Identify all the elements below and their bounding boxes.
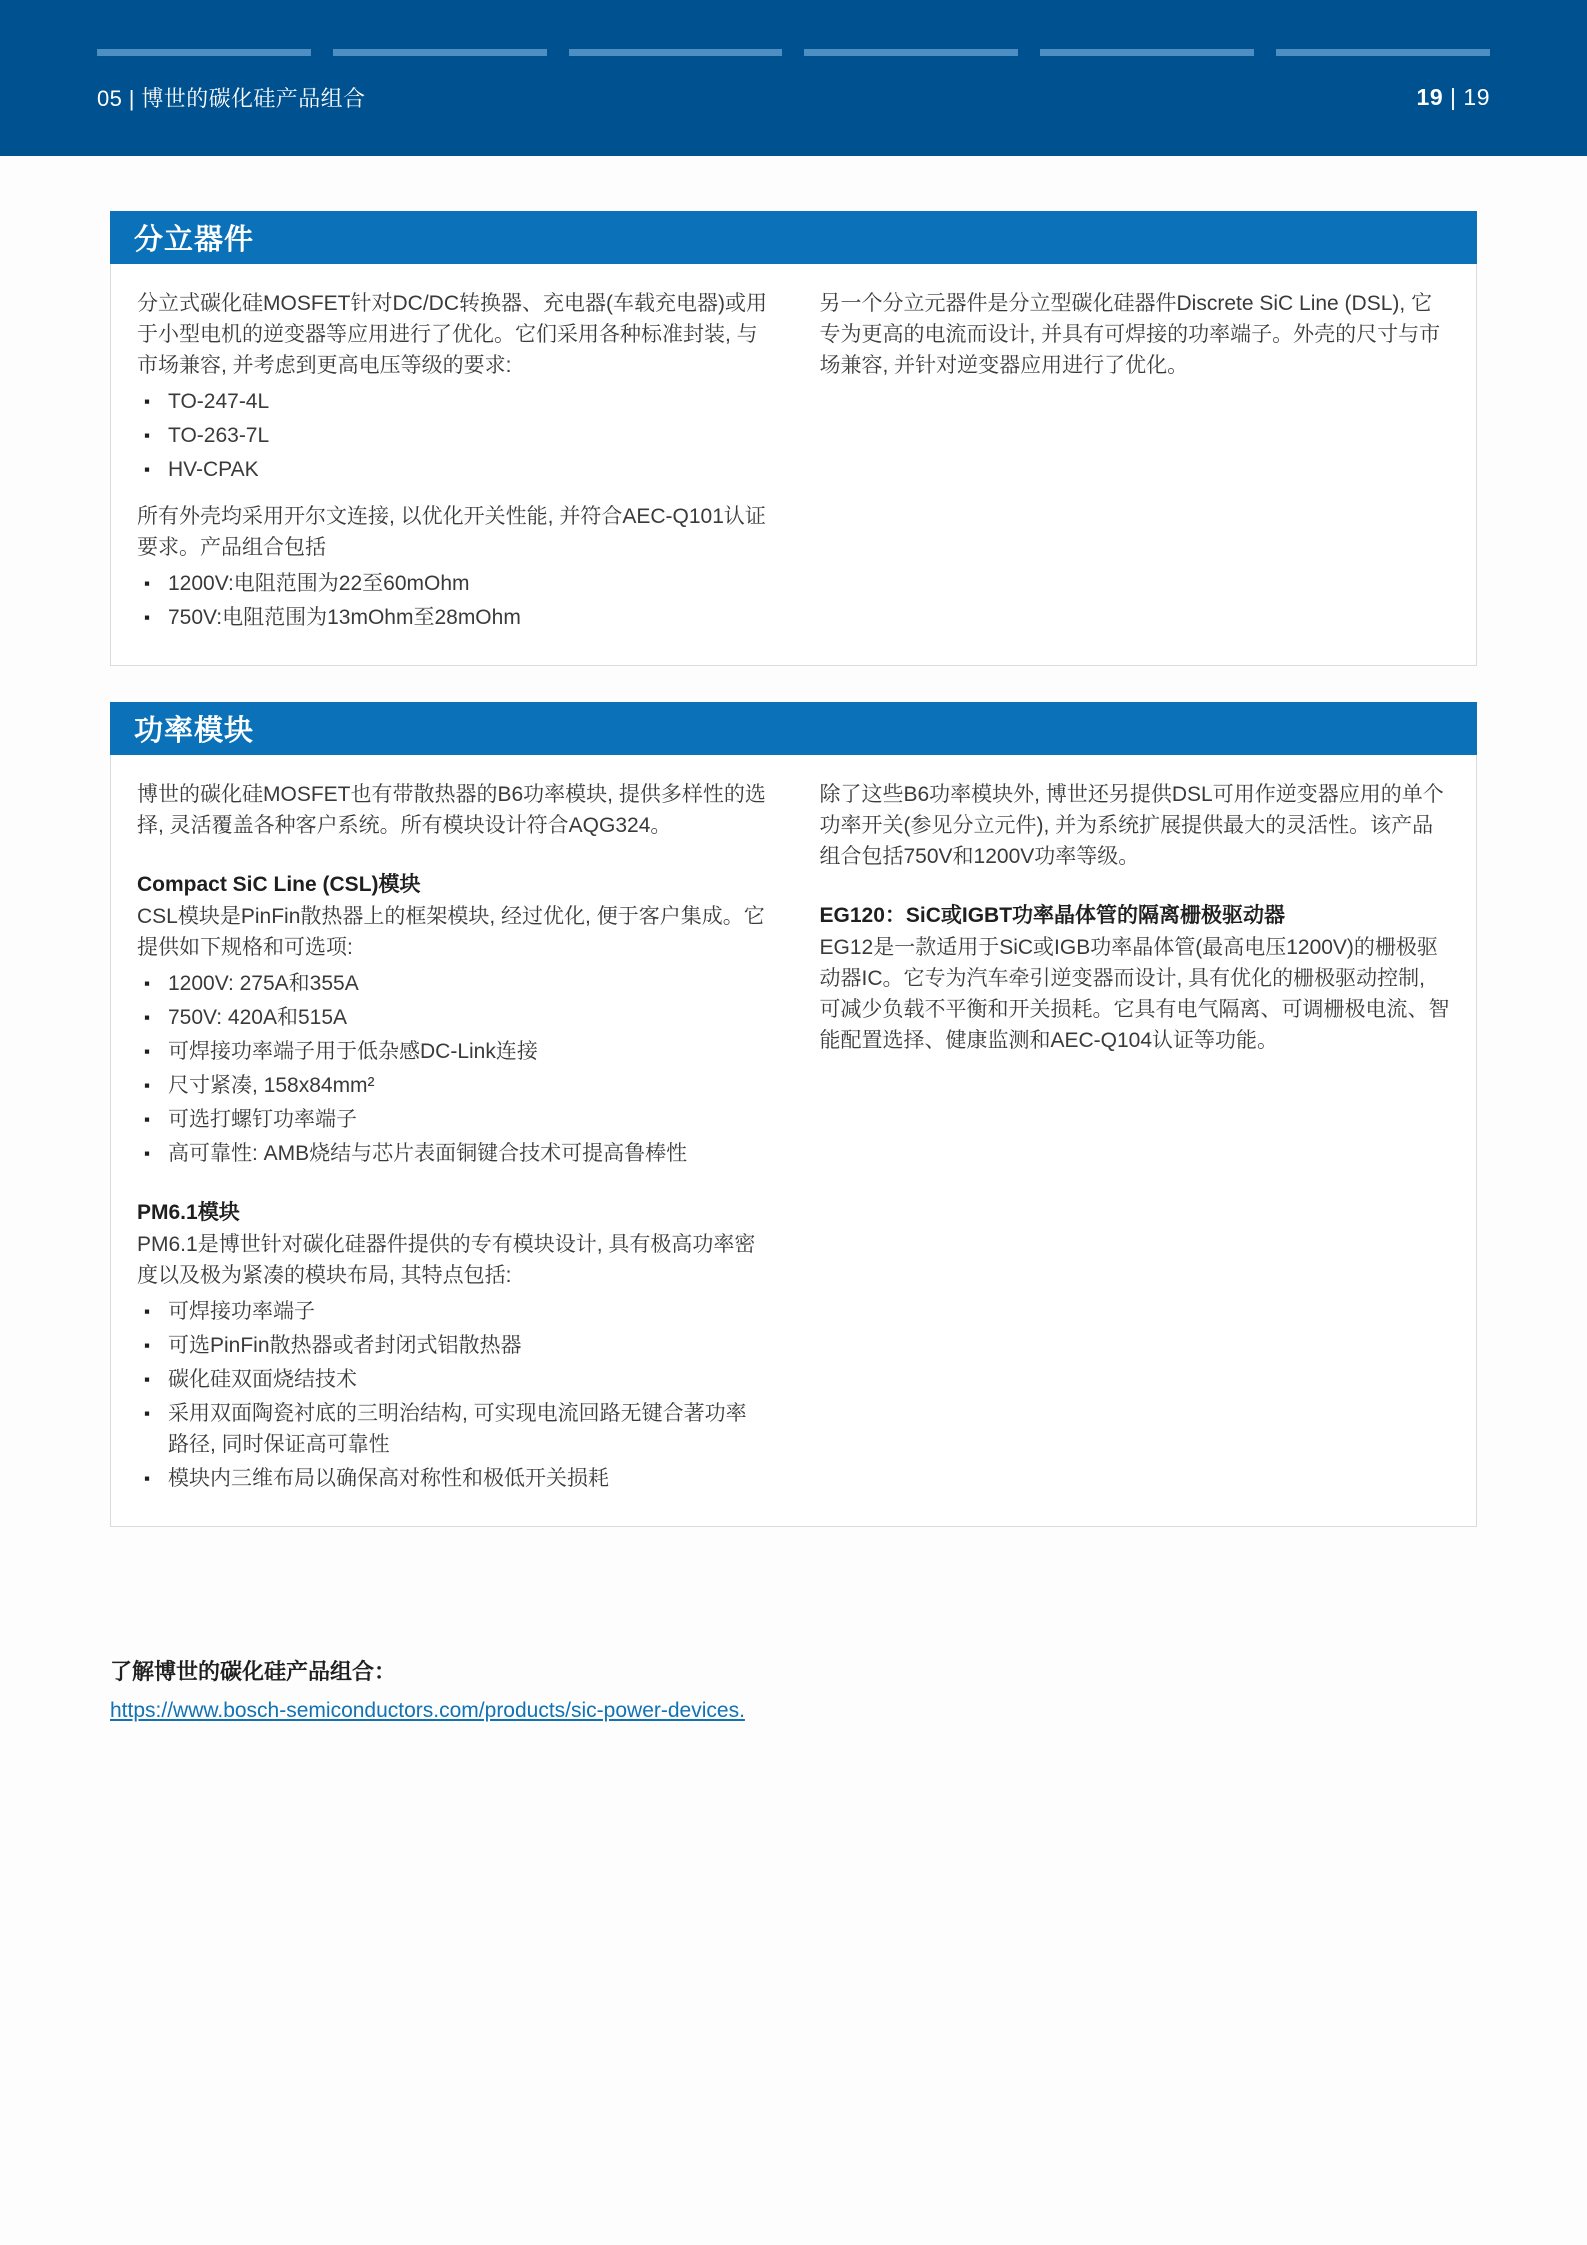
page-number-separator: | [1443,84,1464,110]
bullet-item: ▪ 采用双面陶瓷衬底的三明治结构, 可实现电流回路无键合著功率路径, 同时保证高可靠性 [137,1398,768,1460]
main-content [0,211,1587,1527]
bullet-item: ▪ 碳化硅双面烧结技术 [137,1364,768,1395]
card-title: 功率模块 [134,715,255,747]
bullet-item: ▪ 高可靠性: AMB烧结与芯片表面铜键合技术可提高鲁棒性 [137,1138,768,1169]
card-header-discrete [110,211,1477,264]
body-paragraph: 分立式碳化硅MOSFET针对DC/DC转换器、充电器(车载充电器)或用于小型电机的逆变器等应用进行了优化。它们采用各种标准封装, 与市场兼容, 并考虑到更高电压等级的要求: [137,292,767,377]
body-paragraph: 博世的碳化硅MOSFET也有带散热器的B6功率模块, 提供多样性的选择, 灵活覆盖各种客户系统。所有模块设计符合AQG324。 [137,783,766,837]
bullet-item: ▪ 尺寸紧凑, 158x84mm² [137,1070,768,1101]
breadcrumb: 05 | 博世的碳化硅产品组合 [97,86,366,111]
bullet-list [137,1296,768,1494]
card-column-right [820,288,1451,381]
card-discrete-devices [110,211,1477,666]
bullet-item: ▪ 1200V:电阻范围为22至60mOhm [137,568,768,599]
bullet-item: ▪ TO-247-4L [137,386,768,417]
progress-segment [1040,49,1254,56]
bullet-item: ▪ 可焊接功率端子用于低杂感DC-Link连接 [137,1036,768,1067]
body-paragraph: 除了这些B6功率模块外, 博世还另提供DSL可用作逆变器应用的单个功率开关(参见分立元件), 并为系统扩展提供最大的灵活性。该产品组合包括750V和1200V功率等级。 [819,783,1444,868]
body-subheading: Compact SiC Line (CSL)模块 [137,873,421,896]
body-paragraph: 另一个分立元器件是分立型碳化硅器件Discrete SiC Line (DSL), 它专为更高的电流而设计, 并具有可焊接的功率端子。外壳的尺寸与市场兼容, 并针对逆变器应用进行了优化。 [819,292,1441,377]
card-body-discrete [110,264,1477,666]
page-number [1417,84,1490,111]
bullet-item: ▪ 模块内三维布局以确保高对称性和极低开关损耗 [137,1463,768,1494]
bullet-list [137,968,768,1169]
card-body-power [110,755,1477,1527]
footer-label: 了解博世的碳化硅产品组合： [110,1659,397,1684]
progress-segments [97,0,1490,56]
page-number-total: 19 [1463,84,1490,110]
bullet-list [137,386,768,485]
bullet-item: ▪ 1200V: 275A和355A [137,968,768,999]
page-header-band [0,0,1587,156]
body-paragraph: EG12是一款适用于SiC或IGB功率晶体管(最高电压1200V)的栅极驱动器IC。它专为汽车牵引逆变器而设计, 具有优化的栅极驱动控制, 可减少负载不平衡和开关损耗。它具有电气隔离、可调栅极电流、智能配置选择、健康监测和AEC-Q104认证等功能。 [819,936,1450,1052]
body-paragraph: PM6.1是博世针对碳化硅器件提供的专有模块设计, 具有极高功率密度以及极为紧凑的模块布局, 其特点包括: [137,1233,756,1287]
bullet-item: ▪ 可焊接功率端子 [137,1296,768,1327]
header-text-row [97,82,1490,113]
card-header-power [110,702,1477,755]
page-footer [0,1655,1587,1723]
bullet-item: ▪ TO-263-7L [137,420,768,451]
card-column-left [137,779,768,1494]
card-column-right [820,779,1451,1056]
body-paragraph: 所有外壳均采用开尔文连接, 以优化开关性能, 并符合AEC-Q101认证要求。产品组合包括 [137,505,766,559]
body-subheading: EG120：SiC或IGBT功率晶体管的隔离栅极驱动器 [819,904,1286,927]
portfolio-link[interactable]: https://www.bosch-semiconductors.com/products/sic-power-devices. [110,1699,745,1722]
progress-segment [569,49,783,56]
progress-segment [804,49,1018,56]
bullet-item: ▪ 750V: 420A和515A [137,1002,768,1033]
card-power-modules [110,702,1477,1527]
bullet-item: ▪ 可选打螺钉功率端子 [137,1104,768,1135]
bullet-list [137,568,768,633]
card-title: 分立器件 [134,224,255,256]
page-number-current: 19 [1416,84,1444,110]
progress-segment [333,49,547,56]
bullet-item: ▪ 750V:电阻范围为13mOhm至28mOhm [137,602,768,633]
card-column-left [137,288,768,633]
progress-segment [97,49,311,56]
progress-segment [1276,49,1490,56]
bullet-item: ▪ 可选PinFin散热器或者封闭式铝散热器 [137,1330,768,1361]
body-subheading: PM6.1模块 [137,1201,240,1224]
body-paragraph: CSL模块是PinFin散热器上的框架模块, 经过优化, 便于客户集成。它提供如下规格和可选项: [137,905,765,959]
bullet-item: ▪ HV-CPAK [137,454,768,485]
